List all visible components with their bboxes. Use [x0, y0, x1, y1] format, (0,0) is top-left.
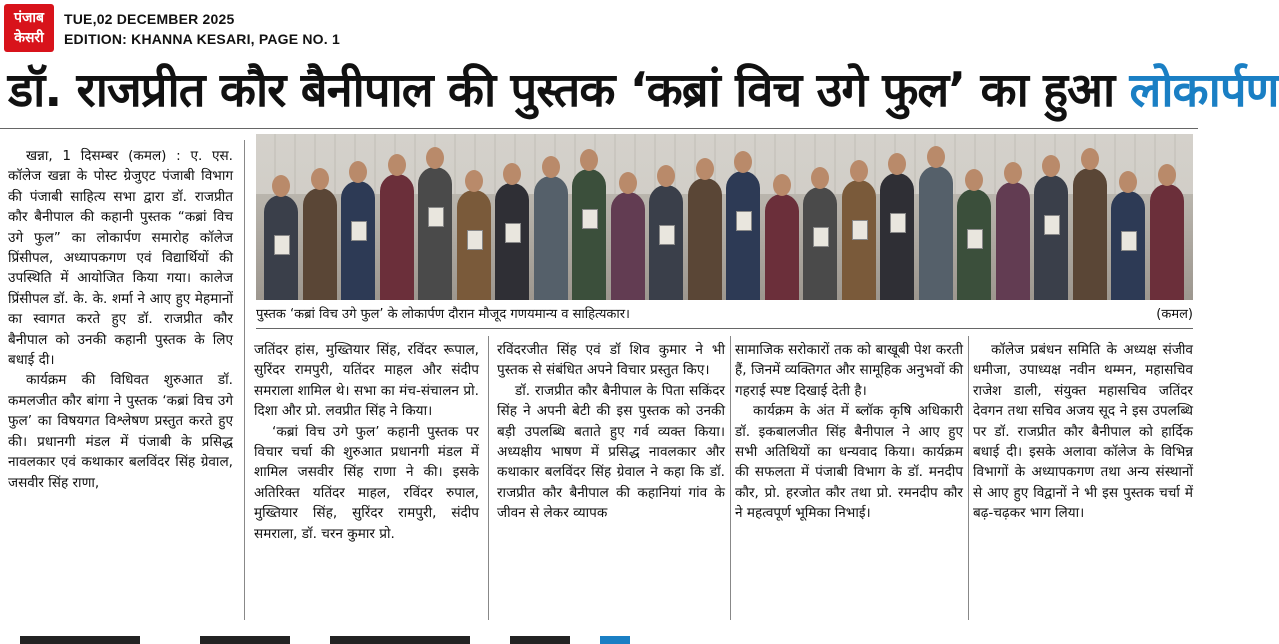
person-figure [996, 182, 1030, 300]
strip-fragment [20, 636, 140, 644]
person-figure [418, 167, 452, 300]
article-paragraph: सामाजिक सरोकारों तक को बाखूबी पेश करती हैं, जिनमें व्यक्तिगत और सामूहिक अनुभवों की गहराई स्पष्ट दिखाई देती है। [735, 342, 963, 399]
article-paragraph: ‘कब्रां विच उगे फुल’ कहानी पुस्तक पर विचार चर्चा की शुरुआत प्रधानगी मंडल में शामिल जसवीर सिंह राणा ने की। इसके अतिरिक्त यतिंदर माहल, रविंदर रुपाल, मुख्तियार सिंह, सुरिंदर रामपुरी, संदीप समराला, डॉ. चरन कुमार प्रो. [254, 423, 479, 542]
punjab-kesari-logo [4, 4, 54, 52]
book-in-hand [467, 230, 483, 250]
person-figure [880, 173, 914, 300]
person-figure [726, 171, 760, 300]
book-in-hand [852, 220, 868, 240]
person-head [619, 172, 637, 194]
person-head [1004, 162, 1022, 184]
article-column-2 [254, 340, 479, 544]
person-head [580, 149, 598, 171]
person-head [426, 147, 444, 169]
person-figure [919, 166, 953, 300]
book-in-hand [736, 211, 752, 231]
book-in-hand [1044, 215, 1060, 235]
article-column-4 [735, 340, 963, 524]
photo-caption [256, 304, 1193, 326]
book-in-hand [1121, 231, 1137, 251]
book-in-hand [967, 229, 983, 249]
article-column-3 [497, 340, 725, 524]
person-head [734, 151, 752, 173]
book-in-hand [505, 223, 521, 243]
article-paragraph: कार्यक्रम की विधिवत शुरुआत डॉ. कमलजीत कौर बांगा ने पुस्तक ‘कब्रां विच उगे फुल’ का विषयगत विश्लेषण प्रस्तुत करते हुए की। प्रधानगी मंडल में पंजाबी के प्रसिद्ध नावलकार एवं कथाकार बलविंदर सिंह ग्रेवाल, जसवीर सिंह राणा, [8, 372, 233, 491]
person-head [465, 170, 483, 192]
headline [8, 56, 1279, 126]
column-divider [488, 336, 489, 620]
person-head [927, 146, 945, 168]
headline-divider [0, 128, 1198, 129]
column-divider [968, 336, 969, 620]
strip-fragment [600, 636, 630, 644]
headline-accent: लोकार्पण [1129, 63, 1279, 118]
edition-label: EDITION: KHANNA KESARI, PAGE NO. 1 [64, 31, 340, 47]
article-paragraph: कार्यक्रम के अंत में ब्लॉक कृषि अधिकारी डॉ. इकबालजीत सिंह बैनीपाल ने आए हुए सभी अतिथियों का धन्यवाद किया। कार्यक्रम की सफलता में पंजाबी विभाग के डॉ. मनदीप कौर, प्रो. हरजोत कौर तथा प्रो. रमनदीप कौर ने महत्वपूर्ण भूमिका निभाई। [735, 403, 963, 522]
person-head [696, 158, 714, 180]
event-photo [256, 134, 1193, 300]
book-in-hand [582, 209, 598, 229]
person-head [503, 163, 521, 185]
article-paragraph: जतिंदर हांस, मुख्तियार सिंह, रविंदर रूपाल, सुरिंदर रामपुरी, यतिंदर माहल और संदीप समराला शामिल थे। सभा का मंच-संचालन प्रो. दिशा और प्रो. लवप्रीत सिंह ने किया। [254, 342, 479, 420]
person-figure [534, 176, 568, 300]
article-paragraph: कॉलेज प्रबंधन समिति के अध्यक्ष संजीव धमीजा, उपाध्यक्ष नवीन थम्मन, महासचिव राजेश डाली, संयुक्त महासचिव जतिंदर देवगन तथा सचिव अजय सूद ने इस उपलब्धि पर डॉ. राजप्रीत कौर बैनीपाल को हार्दिक बधाई दी। इसके अलावा कॉलेज के विभिन्न विभागों के अध्यापकगण तथा अन्य संस्थानों से आए हुए विद्वानों ने भी इस पुस्तक चर्चा में बढ़-चढ़कर भाग लिया। [973, 342, 1193, 522]
person-figure [1034, 175, 1068, 300]
book-in-hand [890, 213, 906, 233]
next-article-strip [0, 628, 1198, 644]
logo-line-1: पंजाब [14, 10, 44, 26]
person-head [773, 174, 791, 196]
book-in-hand [351, 221, 367, 241]
person-head [811, 167, 829, 189]
person-head [388, 154, 406, 176]
person-figure [303, 188, 337, 300]
article-column-5 [973, 340, 1193, 524]
publication-date: TUE,02 DECEMBER 2025 [64, 11, 235, 27]
person-figure [572, 169, 606, 300]
person-head [311, 168, 329, 190]
headline-main: डॉ. राजप्रीत कौर बैनीपाल की पुस्तक ‘कब्रां विच उगे फुल’ का हुआ [8, 63, 1130, 118]
caption-text: पुस्तक ‘कब्रां विच उगे फुल’ के लोकार्पण दौरान मौजूद गणयमान्य व साहित्यकार। [256, 307, 630, 322]
masthead [0, 0, 1198, 55]
column-divider [244, 140, 245, 620]
person-head [349, 161, 367, 183]
book-in-hand [428, 207, 444, 227]
person-head [1081, 148, 1099, 170]
person-figure [765, 194, 799, 300]
person-head [965, 169, 983, 191]
person-head [272, 175, 290, 197]
column-divider [730, 336, 731, 620]
person-head [542, 156, 560, 178]
article-column-1 [8, 146, 233, 493]
person-head [850, 160, 868, 182]
article-paragraph: रविंदरजीत सिंह एवं डॉ शिव कुमार ने भी पुस्तक से संबंधित अपने विचार प्रस्तुत किए। [497, 342, 725, 379]
strip-fragment [200, 636, 290, 644]
photo-credit: (कमल) [1156, 307, 1193, 322]
person-head [1042, 155, 1060, 177]
strip-fragment [510, 636, 570, 644]
article-paragraph: खन्ना, 1 दिसम्बर (कमल) : ए. एस. कॉलेज खन्ना के पोस्ट ग्रेजुएट पंजाबी विभाग की पंजाबी साहित्य सभा द्वारा डॉ. राजप्रीत कौर बैनीपाल की कहानी पुस्तक “कब्रां विच उगे फुल” का लोकार्पण समारोह कॉलेज प्रिंसीपल, अध्यापकगण एवं विद्यार्थियों की उपस्थिति में आयोजित किया गया। कालेज प्रिंसीपल डॉ. के. के. शर्मा ने आए हुए मेहमानों का स्वागत करते हुए डॉ. राजप्रीत कौर बैनीपाल को उनकी कहानी पुस्तक के लिए बधाई दी। [8, 148, 233, 369]
person-figure [1150, 184, 1184, 300]
person-figure [611, 192, 645, 300]
person-figure [1073, 168, 1107, 300]
book-in-hand [813, 227, 829, 247]
caption-divider [256, 328, 1193, 329]
book-in-hand [274, 235, 290, 255]
article-paragraph: डॉ. राजप्रीत कौर बैनीपाल के पिता सकिंदर सिंह ने अपनी बेटी की इस पुस्तक को उनकी बड़ी उपलब्धि बताते हुए गर्व व्यक्त किया। अध्यक्षीय भाषण में प्रसिद्ध नावलकार और कथाकार बलविंदर सिंह ग्रेवाल ने कहा कि डॉ. राजप्रीत कौर बैनीपाल की कहानियां गांव के जीवन से लेकर व्यापक [497, 382, 725, 522]
person-figure [380, 174, 414, 300]
edition-info [64, 9, 340, 49]
book-in-hand [659, 225, 675, 245]
logo-line-2: केसरी [14, 30, 44, 46]
person-head [888, 153, 906, 175]
person-head [1158, 164, 1176, 186]
person-figure [842, 180, 876, 300]
strip-fragment [330, 636, 470, 644]
person-figure [688, 178, 722, 300]
person-head [657, 165, 675, 187]
person-head [1119, 171, 1137, 193]
